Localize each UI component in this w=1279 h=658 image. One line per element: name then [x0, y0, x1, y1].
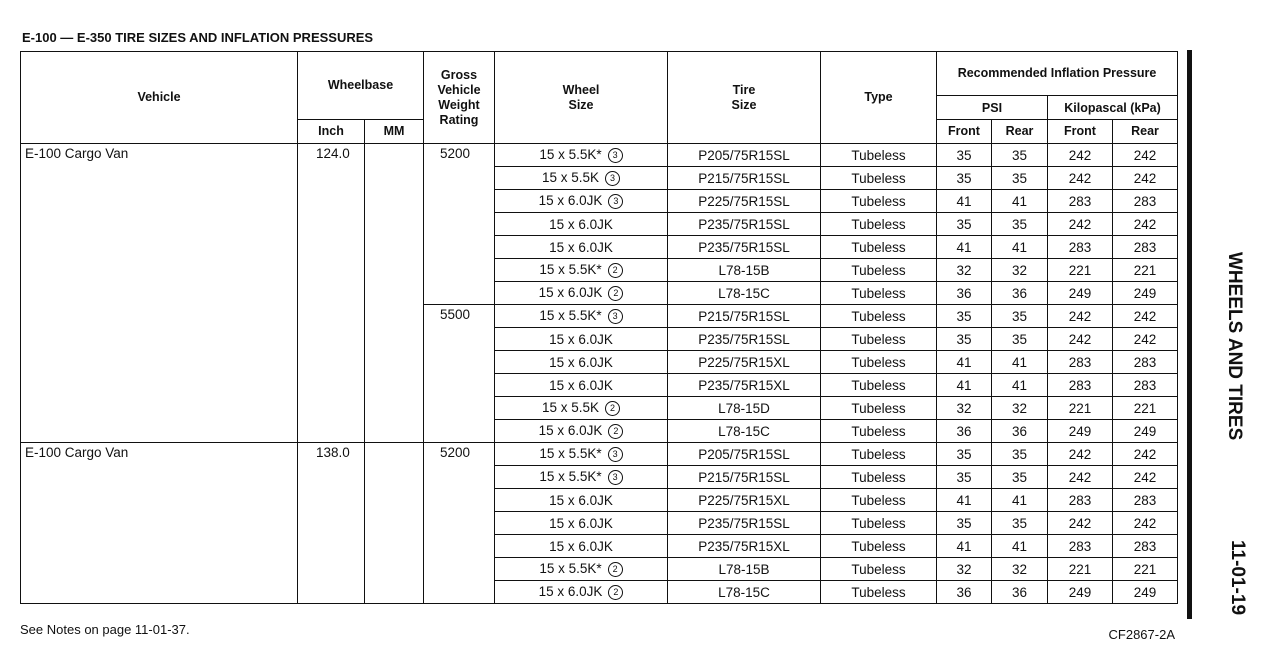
footnote: See Notes on page 11-01-37.	[20, 622, 190, 637]
kpa-front-cell: 221	[1048, 259, 1113, 282]
psi-rear-cell: 32	[992, 397, 1048, 420]
kpa-rear-cell: 283	[1113, 374, 1178, 397]
gvwr-cell: 5500	[424, 305, 495, 443]
type-cell: Tubeless	[821, 581, 937, 604]
wheel-size-text: 15 x 6.0JK	[549, 331, 613, 347]
psi-rear-cell: 41	[992, 535, 1048, 558]
note-ref-badge: 3	[608, 309, 623, 324]
psi-rear-cell: 35	[992, 305, 1048, 328]
header-wheelbase: Wheelbase	[298, 52, 424, 120]
wheel-size-text: 15 x 6.0JK	[538, 193, 603, 208]
header-psi-front: Front	[937, 120, 992, 144]
gvwr-cell: 5200	[424, 144, 495, 305]
kpa-rear-cell: 221	[1113, 259, 1178, 282]
psi-front-cell: 36	[937, 581, 992, 604]
kpa-rear-cell: 249	[1113, 420, 1178, 443]
note-ref-badge: 2	[608, 562, 623, 577]
psi-rear-cell: 41	[992, 236, 1048, 259]
wheel-size-text: 15 x 6.0JK	[549, 538, 613, 554]
wheel-size-text: 15 x 6.0JK	[549, 377, 613, 393]
psi-rear-cell: 32	[992, 259, 1048, 282]
psi-rear-cell: 41	[992, 351, 1048, 374]
tire-size-cell: L78-15B	[668, 558, 821, 581]
wheel-size-cell	[495, 512, 668, 535]
wheelbase-inch-cell: 138.0	[298, 443, 365, 604]
table-row	[21, 144, 1178, 167]
tire-size-cell: P235/75R15SL	[668, 236, 821, 259]
wheel-size-text: 15 x 6.0JK	[538, 423, 603, 438]
type-cell: Tubeless	[821, 282, 937, 305]
figure-code: CF2867-2A	[1108, 627, 1175, 642]
type-cell: Tubeless	[821, 213, 937, 236]
note-ref-badge: 2	[608, 286, 623, 301]
note-ref-badge: 3	[608, 447, 623, 462]
kpa-front-cell: 249	[1048, 581, 1113, 604]
header-psi-rear: Rear	[992, 120, 1048, 144]
type-cell: Tubeless	[821, 512, 937, 535]
wheel-size-cell	[495, 213, 668, 236]
tire-size-cell: P235/75R15SL	[668, 512, 821, 535]
psi-front-cell: 41	[937, 190, 992, 213]
tire-size-cell: L78-15C	[668, 420, 821, 443]
wheel-size-cell	[495, 282, 668, 305]
wheel-size-text: 15 x 5.5K*	[539, 469, 602, 484]
tire-size-cell: P215/75R15SL	[668, 466, 821, 489]
type-cell: Tubeless	[821, 443, 937, 466]
kpa-front-cell: 242	[1048, 512, 1113, 535]
type-cell: Tubeless	[821, 374, 937, 397]
psi-front-cell: 35	[937, 443, 992, 466]
section-label: WHEELS AND TIRES	[1224, 251, 1245, 441]
kpa-rear-cell: 283	[1113, 535, 1178, 558]
note-ref-badge: 2	[608, 585, 623, 600]
psi-front-cell: 41	[937, 535, 992, 558]
vehicle-cell: E-100 Cargo Van	[21, 144, 298, 443]
header-gvwr: Gross Vehicle Weight Rating	[424, 52, 495, 144]
kpa-rear-cell: 242	[1113, 213, 1178, 236]
header-kpa-rear: Rear	[1113, 120, 1178, 144]
kpa-front-cell: 242	[1048, 213, 1113, 236]
kpa-rear-cell: 242	[1113, 144, 1178, 167]
psi-front-cell: 32	[937, 397, 992, 420]
type-cell: Tubeless	[821, 167, 937, 190]
kpa-rear-cell: 283	[1113, 236, 1178, 259]
psi-rear-cell: 32	[992, 558, 1048, 581]
note-ref-badge: 2	[608, 424, 623, 439]
kpa-front-cell: 283	[1048, 489, 1113, 512]
kpa-rear-cell: 283	[1113, 351, 1178, 374]
wheel-size-cell	[495, 443, 668, 466]
type-cell: Tubeless	[821, 420, 937, 443]
psi-rear-cell: 35	[992, 466, 1048, 489]
wheel-size-cell	[495, 190, 668, 213]
wheel-size-cell	[495, 397, 668, 420]
header-tire-size: Tire Size	[668, 52, 821, 144]
tire-size-cell: P205/75R15SL	[668, 443, 821, 466]
tire-size-cell: L78-15B	[668, 259, 821, 282]
type-cell: Tubeless	[821, 489, 937, 512]
psi-rear-cell: 35	[992, 512, 1048, 535]
kpa-front-cell: 242	[1048, 144, 1113, 167]
wheel-size-text: 15 x 6.0JK	[549, 515, 613, 531]
psi-rear-cell: 35	[992, 213, 1048, 236]
kpa-rear-cell: 221	[1113, 558, 1178, 581]
psi-rear-cell: 35	[992, 144, 1048, 167]
psi-rear-cell: 35	[992, 443, 1048, 466]
note-ref-badge: 2	[608, 263, 623, 278]
kpa-front-cell: 283	[1048, 236, 1113, 259]
kpa-rear-cell: 249	[1113, 581, 1178, 604]
wheelbase-mm-cell	[365, 443, 424, 604]
wheel-size-text: 15 x 6.0JK	[538, 285, 603, 300]
vehicle-cell: E-100 Cargo Van	[21, 443, 298, 604]
type-cell: Tubeless	[821, 328, 937, 351]
psi-rear-cell: 41	[992, 374, 1048, 397]
kpa-rear-cell: 242	[1113, 167, 1178, 190]
wheelbase-inch-cell: 124.0	[298, 144, 365, 443]
kpa-front-cell: 242	[1048, 443, 1113, 466]
wheel-size-cell	[495, 489, 668, 512]
gvwr-cell: 5200	[424, 443, 495, 604]
psi-rear-cell: 36	[992, 581, 1048, 604]
type-cell: Tubeless	[821, 305, 937, 328]
tire-size-cell: P235/75R15SL	[668, 213, 821, 236]
type-cell: Tubeless	[821, 144, 937, 167]
psi-front-cell: 32	[937, 558, 992, 581]
wheel-size-cell	[495, 466, 668, 489]
header-inch: Inch	[298, 120, 365, 144]
type-cell: Tubeless	[821, 236, 937, 259]
psi-front-cell: 41	[937, 374, 992, 397]
kpa-front-cell: 221	[1048, 558, 1113, 581]
psi-front-cell: 36	[937, 282, 992, 305]
note-ref-badge: 3	[608, 148, 623, 163]
wheel-size-cell	[495, 558, 668, 581]
wheel-size-cell	[495, 535, 668, 558]
wheel-size-text: 15 x 5.5K*	[539, 561, 602, 576]
kpa-front-cell: 221	[1048, 397, 1113, 420]
wheel-size-text: 15 x 5.5K*	[539, 147, 602, 162]
tire-size-cell: P235/75R15SL	[668, 328, 821, 351]
tire-spec-table	[20, 51, 1178, 604]
wheel-size-text: 15 x 6.0JK	[549, 239, 613, 255]
wheel-size-text: 15 x 6.0JK	[549, 216, 613, 232]
table-header	[21, 52, 1178, 144]
kpa-rear-cell: 249	[1113, 282, 1178, 305]
psi-front-cell: 35	[937, 466, 992, 489]
psi-front-cell: 35	[937, 512, 992, 535]
kpa-front-cell: 242	[1048, 167, 1113, 190]
wheel-size-cell	[495, 328, 668, 351]
psi-front-cell: 35	[937, 167, 992, 190]
header-type: Type	[821, 52, 937, 144]
type-cell: Tubeless	[821, 397, 937, 420]
kpa-rear-cell: 242	[1113, 328, 1178, 351]
tire-size-cell: L78-15C	[668, 581, 821, 604]
kpa-front-cell: 242	[1048, 305, 1113, 328]
header-wheel-size: Wheel Size	[495, 52, 668, 144]
psi-rear-cell: 36	[992, 282, 1048, 305]
header-vehicle: Vehicle	[21, 52, 298, 144]
wheel-size-text: 15 x 6.0JK	[549, 492, 613, 508]
psi-front-cell: 41	[937, 236, 992, 259]
psi-front-cell: 35	[937, 328, 992, 351]
psi-rear-cell: 41	[992, 489, 1048, 512]
wheel-size-text: 15 x 5.5K*	[539, 262, 602, 277]
wheel-size-cell	[495, 581, 668, 604]
psi-rear-cell: 35	[992, 167, 1048, 190]
wheel-size-text: 15 x 5.5K	[541, 170, 600, 185]
wheel-size-cell	[495, 236, 668, 259]
wheel-size-cell	[495, 305, 668, 328]
type-cell: Tubeless	[821, 259, 937, 282]
tire-size-cell: P215/75R15SL	[668, 305, 821, 328]
wheel-size-cell	[495, 420, 668, 443]
tire-size-cell: P205/75R15SL	[668, 144, 821, 167]
psi-rear-cell: 36	[992, 420, 1048, 443]
table-row	[21, 443, 1178, 466]
kpa-front-cell: 242	[1048, 466, 1113, 489]
psi-front-cell: 41	[937, 351, 992, 374]
kpa-front-cell: 242	[1048, 328, 1113, 351]
type-cell: Tubeless	[821, 351, 937, 374]
kpa-rear-cell: 283	[1113, 190, 1178, 213]
wheel-size-cell	[495, 259, 668, 282]
psi-rear-cell: 35	[992, 328, 1048, 351]
wheel-size-cell	[495, 167, 668, 190]
psi-front-cell: 35	[937, 144, 992, 167]
psi-front-cell: 35	[937, 305, 992, 328]
tire-size-cell: P215/75R15SL	[668, 167, 821, 190]
wheel-size-cell	[495, 374, 668, 397]
page-number: 11-01-19	[1227, 540, 1248, 616]
wheel-size-text: 15 x 6.0JK	[549, 354, 613, 370]
kpa-rear-cell: 242	[1113, 305, 1178, 328]
tire-size-cell: P235/75R15XL	[668, 374, 821, 397]
note-ref-badge: 2	[605, 401, 620, 416]
psi-front-cell: 41	[937, 489, 992, 512]
psi-front-cell: 35	[937, 213, 992, 236]
tire-size-cell: P225/75R15SL	[668, 190, 821, 213]
kpa-rear-cell: 221	[1113, 397, 1178, 420]
tire-size-cell: P235/75R15XL	[668, 535, 821, 558]
header-psi: PSI	[937, 96, 1048, 120]
header-kpa: Kilopascal (kPa)	[1048, 96, 1178, 120]
type-cell: Tubeless	[821, 558, 937, 581]
wheel-size-cell	[495, 351, 668, 374]
note-ref-badge: 3	[608, 470, 623, 485]
header-kpa-front: Front	[1048, 120, 1113, 144]
wheel-size-cell	[495, 144, 668, 167]
kpa-front-cell: 283	[1048, 190, 1113, 213]
header-mm: MM	[365, 120, 424, 144]
kpa-front-cell: 249	[1048, 420, 1113, 443]
kpa-front-cell: 283	[1048, 374, 1113, 397]
kpa-rear-cell: 242	[1113, 466, 1178, 489]
tire-size-cell: L78-15D	[668, 397, 821, 420]
type-cell: Tubeless	[821, 190, 937, 213]
wheelbase-mm-cell	[365, 144, 424, 443]
type-cell: Tubeless	[821, 535, 937, 558]
type-cell: Tubeless	[821, 466, 937, 489]
kpa-rear-cell: 283	[1113, 489, 1178, 512]
kpa-front-cell: 249	[1048, 282, 1113, 305]
psi-rear-cell: 41	[992, 190, 1048, 213]
wheel-size-text: 15 x 5.5K*	[539, 446, 602, 461]
tire-size-cell: P225/75R15XL	[668, 489, 821, 512]
note-ref-badge: 3	[608, 194, 623, 209]
psi-front-cell: 32	[937, 259, 992, 282]
note-ref-badge: 3	[605, 171, 620, 186]
kpa-rear-cell: 242	[1113, 512, 1178, 535]
kpa-front-cell: 283	[1048, 535, 1113, 558]
kpa-front-cell: 283	[1048, 351, 1113, 374]
kpa-rear-cell: 242	[1113, 443, 1178, 466]
psi-front-cell: 36	[937, 420, 992, 443]
table-body	[21, 144, 1178, 604]
side-rule	[1187, 50, 1192, 619]
wheel-size-text: 15 x 6.0JK	[538, 584, 603, 599]
tire-size-cell: L78-15C	[668, 282, 821, 305]
wheel-size-text: 15 x 5.5K	[541, 400, 600, 415]
document-title: E-100 — E-350 TIRE SIZES AND INFLATION PRESSURES	[22, 30, 374, 45]
wheel-size-text: 15 x 5.5K*	[539, 308, 602, 323]
header-recommended-pressure: Recommended Inflation Pressure	[937, 52, 1178, 96]
tire-size-cell: P225/75R15XL	[668, 351, 821, 374]
